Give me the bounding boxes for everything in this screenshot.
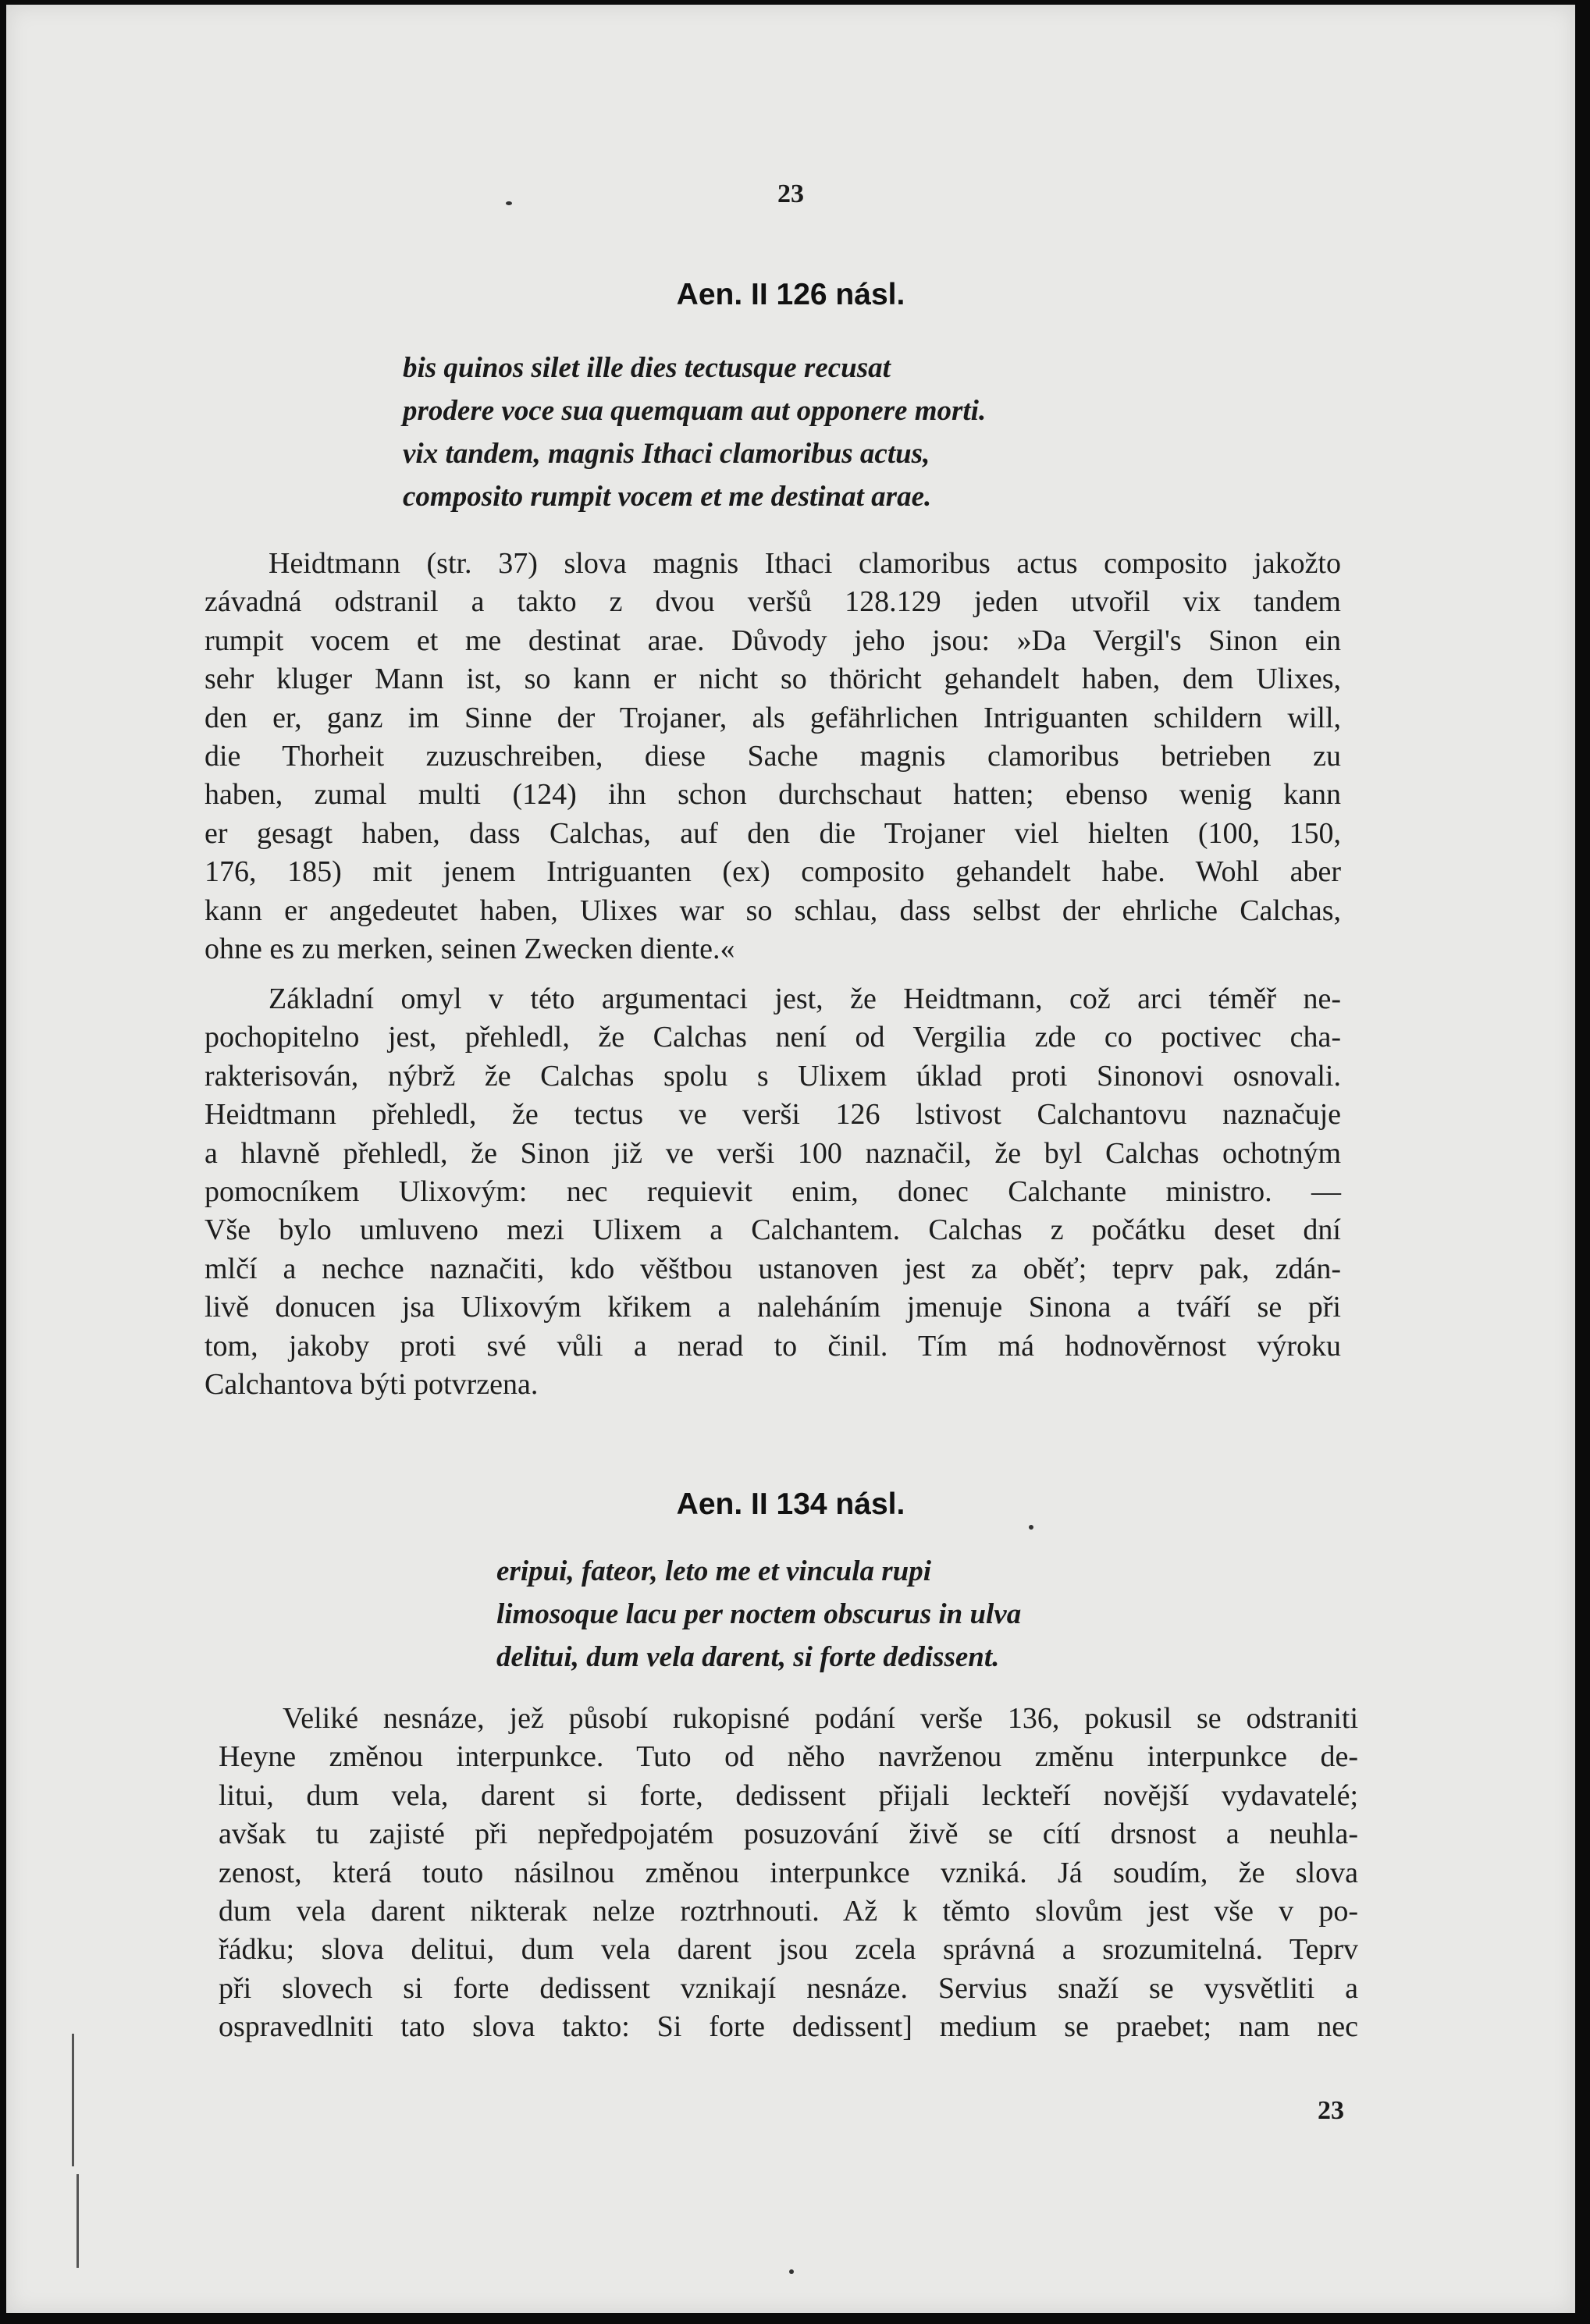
- text-line: mlčí a nechce naznačiti, kdo věštbou ustanoven jest za oběť; teprv pak, zdán-: [205, 1252, 1341, 1285]
- verse-block-1: [403, 346, 986, 518]
- paragraph-2: [205, 980, 1341, 1404]
- page-number-top: 23: [777, 179, 804, 208]
- verse-block-2: [496, 1550, 1021, 1679]
- text-line: Základní omyl v této argumentaci jest, že Heidtmann, což arci téměř ne-: [269, 983, 1341, 1015]
- text-line: pochopitelno jest, přehledl, že Calchas není od Vergilia zde co poctivec cha-: [205, 1021, 1341, 1054]
- text-line: 176, 185) mit jenem Intriguanten (ex) composito gehandelt habe. Wohl aber: [205, 855, 1341, 889]
- verse-line: composito rumpit vocem et me destinat arae.: [403, 481, 932, 513]
- section-heading-2: Aen. II 134 násl.: [676, 1487, 905, 1521]
- scan-speck: [506, 201, 512, 205]
- text-line: ospravedlniti tato slova takto: Si forte dedissent] medium se praebet; nam nec: [219, 2010, 1358, 2044]
- section-heading-1: Aen. II 126 násl.: [676, 278, 905, 311]
- verse-line: prodere voce sua quemquam aut opponere morti.: [403, 395, 987, 427]
- text-line: Calchantova býti potvrzena.: [205, 1368, 539, 1402]
- text-line: litui, dum vela, darent si forte, dedissent přijali leckteří novější vydavatelé;: [219, 1779, 1358, 1812]
- text-line: den er, ganz im Sinne der Trojaner, als gefährlichen Intriguanten schildern will,: [205, 701, 1341, 734]
- verse-line: eripui, fateor, leto me et vincula rupi: [496, 1555, 932, 1587]
- text-line: ohne es zu merken, seinen Zwecken diente.«: [205, 933, 735, 966]
- text-line: Veliké nesnáze, jež působí rukopisné podání verše 136, pokusil se odstraniti: [283, 1702, 1358, 1735]
- text-line: tom, jakoby proti své vůli a nerad to činil. Tím má hodnověrnost výroku: [205, 1329, 1341, 1363]
- text-line: pomocníkem Ulixovým: nec requievit enim, donec Calchante ministro. —: [205, 1175, 1341, 1209]
- verse-line: vix tandem, magnis Ithaci clamoribus actus,: [403, 438, 930, 470]
- text-line: avšak tu zajisté při nepředpojatém posuzování živě se cítí drsnost a neuhla-: [219, 1818, 1358, 1851]
- text-line: řádku; slova delitui, dum vela darent jsou zcela správná a srozumitelná. Teprv: [219, 1933, 1358, 1967]
- scan-speck: [789, 2269, 794, 2274]
- text-line: Vše bylo umluveno mezi Ulixem a Calchantem. Calchas z počátku deset dní: [205, 1214, 1341, 1247]
- text-line: sehr kluger Mann ist, so kann er nicht so thöricht gehandelt haben, dem Ulixes,: [205, 663, 1341, 696]
- paragraph-1: [205, 545, 1341, 968]
- text-line: Heidtmann (str. 37) slova magnis Ithaci clamoribus actus composito jakožto: [269, 547, 1341, 580]
- text-line: rumpit vocem et me destinat arae. Důvody jeho jsou: »Da Vergil's Sinon ein: [205, 624, 1341, 657]
- text-line: zenost, která touto násilnou změnou interpunkce vzniká. Já soudím, že slova: [219, 1856, 1358, 1889]
- text-line: dum vela darent nikterak nelze roztrhnouti. Až k těmto slovům jest vše v po-: [219, 1895, 1358, 1928]
- scan-speck: [1029, 1525, 1033, 1530]
- text-line: kann er angedeutet haben, Ulixes war so schlau, dass selbst der ehrliche Calchas,: [205, 894, 1341, 927]
- text-line: rakterisován, nýbrž že Calchas spolu s Ulixem úklad proti Sinonovi osnovali.: [205, 1059, 1341, 1093]
- text-line: a hlavně přehledl, že Sinon již ve verši 100 naznačil, že byl Calchas ochotným: [205, 1136, 1341, 1170]
- margin-mark: [76, 2174, 79, 2268]
- text-line: er gesagt haben, dass Calchas, auf den die Trojaner viel hielten (100, 150,: [205, 816, 1341, 850]
- verse-line: delitui, dum vela darent, si forte dedissent.: [496, 1641, 1000, 1673]
- text-line: při slovech si forte dedissent vznikají nesnáze. Servius snaží se vysvětliti a: [219, 1971, 1358, 2005]
- page-number-bottom: 23: [1318, 2096, 1344, 2125]
- scanned-page: [6, 5, 1575, 2313]
- paragraph-3: [219, 1700, 1358, 2047]
- verse-line: limosoque lacu per noctem obscurus in ulva: [496, 1598, 1022, 1630]
- text-line: haben, zumal multi (124) ihn schon durchschaut hatten; ebenso wenig kann: [205, 778, 1341, 812]
- text-line: die Thorheit zuzuschreiben, diese Sache magnis clamoribus betrieben zu: [205, 740, 1341, 773]
- verse-line: bis quinos silet ille dies tectusque recusat: [403, 352, 891, 384]
- text-line: livě donucen jsa Ulixovým křikem a naleháním jmenuje Sinona a tváří se při: [205, 1291, 1341, 1324]
- text-line: závadná odstranil a takto z dvou veršů 128.129 jeden utvořil vix tandem: [205, 585, 1341, 619]
- text-line: Heyne změnou interpunkce. Tuto od něho navrženou změnu interpunkce de-: [219, 1740, 1358, 1774]
- margin-mark: [72, 2034, 74, 2166]
- text-line: Heidtmann přehledl, že tectus ve verši 126 lstivost Calchantovu naznačuje: [205, 1098, 1341, 1132]
